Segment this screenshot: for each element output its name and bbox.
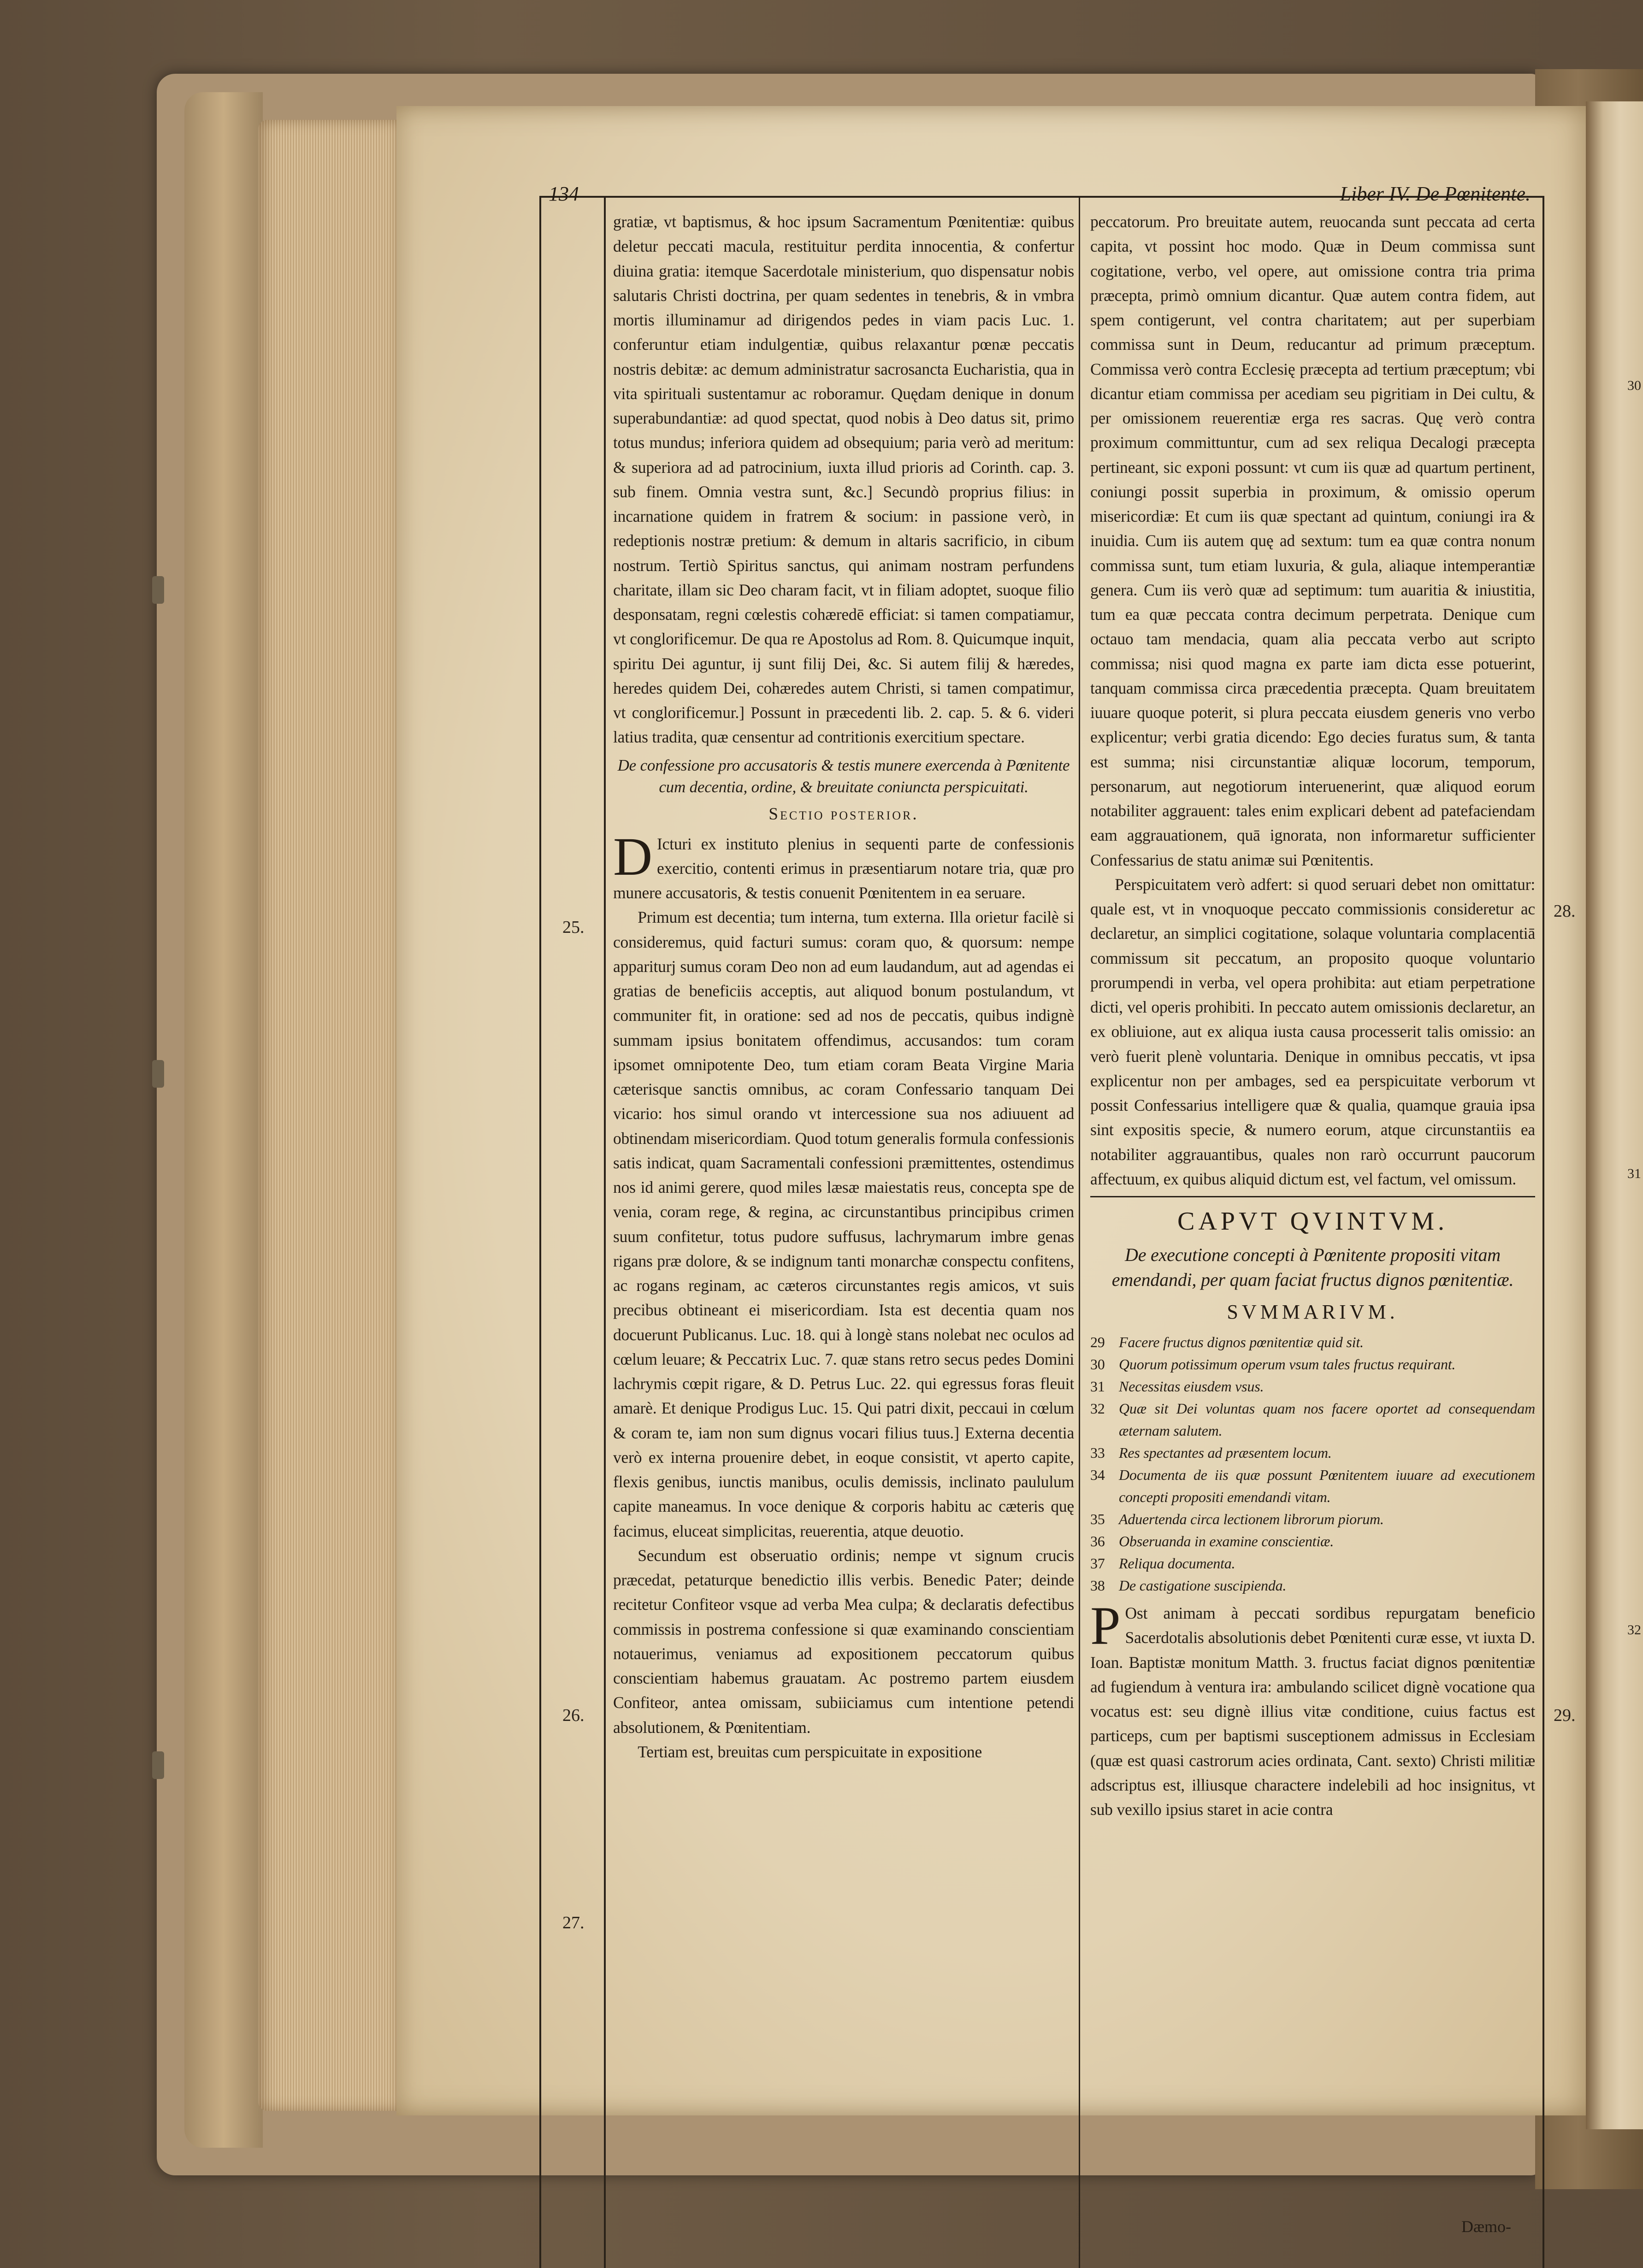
right-column bbox=[1090, 210, 1535, 1822]
paragraph: peccatorum. Pro breuitate autem, reuocanda sunt peccata ad certa capita, vt possint hoc modo. Quæ in Deum commissa sunt cogitatione, verbo, vel opere, aut omissione contra tria prima præcepta, primò omnium dicantur. Quæ autem contra fidem, aut spem contigerunt, vel contra charitatem; aut per superbiam commissa sunt in Deum, reducantur ad primum præceptum. Commissa verò contra Ecclesię præcepta ad tertium præceptum; vbi dicantur etiam commissa per acediam seu pigritiam in Dei cultu, & per omissionem reuerentiæ erga res sacras. Quę verò contra proximum committuntur, cum ad sex reliqua Decalogi præcepta pertineant, sic exponi possunt: vt cum iis quæ ad quartum pertinent, coniungi possit superbia in proximum, & omissio operum misericordiæ: Et cum iis quæ spectant ad quintum, coniungi ira & inuidia. Cum iis autem quę ad sextum: tum ea quæ contra nonum commissa sunt, tum etiam luxuria, & gula, aliaque intemperantiæ genera. Cum iis verò quæ ad septimum: tum auaritia & iniustitia, tum ea quæ peccata contra decimum perpetrata. Denique cum octauo tam mendacia, quam alia peccata verbo aut scripto commissa; nisi quod magna ex parte iam dicta esse potuerint, tanquam commissa circa præcedentia præcepta. Quam breuitatem iuuare quoque poterit, si plura peccata eiusdem generis vno verbo explicentur; verbi gratia dicendo: Ego decies furatus sum, & tanta est summa; nisi circunstantiæ aliquæ locorum, temporum, personarum, aut negotiorum interuenerint, quæ aliquod eorum notabiliter aggrauent: tales enim explicari debent ad patefaciendam eam aggrauationem, quā ignorata, non informaretur sufficienter Confessarius de statu animæ sui Pœnitentis. bbox=[1090, 212, 1535, 869]
summary-item: 32 Quæ sit Dei voluntas quam nos facere oportet ad consequendam æternam salutem. bbox=[1090, 1400, 1535, 1439]
page-number: 134 bbox=[549, 183, 579, 205]
bookmark-tab bbox=[152, 1060, 164, 1088]
summary-list bbox=[1090, 1331, 1535, 1596]
paragraph: Perspicuitatem verò adfert: si quod seruari debet non omittatur: quale est, vt in vnoquoque peccato commissionis consideretur ac declaretur, an simplici cogitatione, solaque voluntaria complacentiā commissum sit peccatum, an proposito quoque voluntario prorumpendi in verba, vel opera prohibita: aut etiam perpetratione dicti, vel operis prohibiti. In peccato autem omissionis declaretur, an ex obliuione, aut ex aliqua iusta causa processerit talis omissio: an verò fuerit plenè voluntaria. Denique in omnibus peccatis, vt ipsa explicentur non per ambages, sed ea perspicuitate verborum vt possit Confessarius intelligere quæ & qualia, quamque grauia ipsa sint expositis specie, & numero eorum, atque circunstantiis ea notabiliter aggrauantibus, quales non rarò occurrunt paucorum affectuum, ex quibus aliquid dictum est, vel factum, vel omissum. bbox=[1090, 875, 1535, 1188]
summary-item: 36 Obseruanda in examine conscientiæ. bbox=[1090, 1533, 1334, 1549]
bookmark-tab bbox=[152, 576, 164, 604]
summary-item: 35 Aduertenda circa lectionem librorum piorum. bbox=[1090, 1511, 1384, 1527]
chapter-subtitle: De executione concepti à Pœnitente propositi vitam emendandi, per quam faciat fructus dignos pœnitentiæ. bbox=[1111, 1244, 1514, 1290]
summarium-title: SVMMARIVM. bbox=[1227, 1301, 1399, 1323]
facing-page-number: 31 bbox=[1627, 1166, 1641, 1181]
paragraph: P Ost animam à peccati sordibus repurgatam beneficio Sacerdotalis absolutionis debet Pœnitenti curæ esse, vt iuxta D. Ioan. Baptistæ monitum Matth. 3. fructus faciat dignos pœnitentiæ ad fugiendum à ventura ira: ambulando scilicet dignè vocatione qua vocatus est: seu dignè illius vitæ conditione, cuius factus est particeps, cum per baptismi susceptionem admissus in Ecclesiam (quæ est quasi castrorum acies ordinata, Cant. sexto) Christi militiæ adscriptus est, illiusque charactere indelebili ad hoc insignitus, vt sub vexillo ipsius staret in acie contra bbox=[1090, 1596, 1535, 1819]
running-head bbox=[549, 182, 1535, 210]
facing-page-gutter bbox=[1586, 101, 1643, 2129]
margin-rule bbox=[604, 196, 606, 2268]
page-block-edge bbox=[258, 120, 396, 2111]
section-subheading: De confessione pro accusatoris & testis munere exercenda à Pœnitente cum decentia, ordine, & breuitate coniuncta perspicuitati. bbox=[617, 756, 1070, 796]
margin-number: 27. bbox=[562, 1913, 585, 1932]
paragraph: Secundum est obseruatio ordinis; nempe vt signum crucis præcedat, petaturque benedictio illis verbis. Benedic Pater; deinde recitetur Confiteor vsque ad verba Mea culpa; & declaratis defectibus commissis in postrema confessione si quæ examinando conscientiam notauerimus, veniamus ad expositionem peccatorum quibus conscientiam habemus grauatam. Ac postremo partem eiusdem Confiteor, antea omissam, subiiciamus cum intentione petendi absolutionem, & Pœnitentiam. bbox=[613, 1546, 1074, 1737]
summary-item: 34 Documenta de iis quæ possunt Pœnitentem iuuare ad executionem concepti propositi emendandi vitam. bbox=[1090, 1467, 1535, 1505]
margin-number: 29. bbox=[1554, 1706, 1576, 1725]
paragraph: D Icturi ex instituto plenius in sequenti parte de confessionis exercitio, contenti erimus in præsentiarum notare tria, quæ pro munere accusatoris, & testis conuenit Pœnitentem in ea seruare. bbox=[613, 826, 1074, 902]
catchword: Dæmo- bbox=[1461, 2217, 1511, 2236]
left-column bbox=[613, 210, 1074, 1764]
summary-item: 38 De castigatione suscipienda. bbox=[1090, 1577, 1287, 1594]
column-rule bbox=[1079, 196, 1080, 2268]
chapter-title: CAPVT QVINTVM. bbox=[1090, 1196, 1535, 1241]
summary-item: 37 Reliqua documenta. bbox=[1090, 1555, 1235, 1572]
paragraph: gratiæ, vt baptismus, & hoc ipsum Sacramentum Pœnitentiæ: quibus deletur peccati macula, restituitur perdita innocentia, & confertur diuina gratia: itemque Sacerdotale ministerium, quo dispensatur nobis salutaris Christi doctrina, per quam sedentes in tenebris, & in vmbra mortis illuminamur ad dirigendos pedes in viam pacis Luc. 1. conferuntur etiam indulgentiæ, quibus relaxantur pœnæ peccatis nostris debitæ: ac demum administratur sacrosancta Eucharistia, qua in vita spirituali sustentamur ac roboramur. Quędam denique in donum superabundantiæ: ad quod spectat, quod nobis à Deo datus sit, primo totus mundus; inferiora quidem ad obsequium; paria verò ad meritum: & superiora ad ad patrocinium, iuxta illud prioris ad Corinth. cap. 3. sub finem. Omnia vestra sunt, &c.] Secundò proprius filius: in incarnatione quidem in fratrem & socium: in passione verò, in redeptionis nostræ pretium: & demum in altaris sacrificio, in cibum nostrum. Tertiò Spiritus sanctus, qui animam nostram perfundens charitate, illam sic Deo charam facit, vt in filiam adoptet, suoque filio desponsatam, regni cœlestis cohæredē efficiat: si tamen compatiamur, vt conglorificemur. De qua re Apostolus ad Rom. 8. Quicumque inquit, spiritu Dei aguntur, ij sunt filij Dei, &c. Si autem filij & hæredes, heredes quidem Dei, cohæredes autem Christi, si tamen compatimur, vt conglorificemur.] Possunt in præcedenti lib. 2. cap. 5. & 6. videri latius tradita, quæ censentur ad contritionis exercitium spectare. bbox=[613, 212, 1074, 747]
facing-page-number: 32 bbox=[1627, 1622, 1641, 1638]
paragraph: Primum est decentia; tum interna, tum externa. Illa orietur facilè si consideremus, quid facturi sumus: coram quo, & quorsum: nempe appariturj sumus coram Deo non ad eum laudandum, aut ad agendas ei gratias de beneficiis acceptis, aut aliquod bonum postulandum, vt communiter fit, in oratione: sed ad nos de peccatis, quibus indignè summam ipsius bonitatem offendimus, accusandos: tum coram ipsomet omnipotente Deo, tum etiam coram Beata Virgine Maria cæterisque sanctis omnibus, ac coram Confessario tanquam Dei vicario: hos simul orando vt intercessione sua nos adiuuent ad obtinendam misericordiam. Quod totum generalis formula confessionis satis indicat, quam Sacramentali confessioni præmittentes, ostendimus nos id animi gerere, quod miles læsæ maiestatis reus, concepta spe de venia, coram rege, & regina, ac circunstantibus principibus crimen suum confitetur, totus pudore suffusus, lachrymarum imbre genas rigans præ dolore, & se indignum tanti monarchæ conspectu confitens, ac rogans reginam, ac cæteros circunstantes regis amicos, vt suis precibus obtineant ei misericordiam. Ista est decentia quam nos docuerunt Publicanus. Luc. 18. qui à longè stans nolebat nec oculos ad cœlum leuare; & Peccatrix Luc. 7. quæ stans retro secus pedes Domini lachrymis cœpit rigare, & D. Petrus Luc. 22. qui egressus foras fleuit amarè. Et denique Prodigus Luc. 15. Qui patri dixit, peccaui in cœlum & coram te, iam non sum dignus vocari filius tuus.] Externa decentia verò ex interna prouenire debet, in eoque consistit, vt aperto capite, flexis genibus, iunctis manibus, oculis demissis, inclinato paululum capite maneamus. In voce denique & corporis habitu ac cæteris quę facimus, eluceat simplicitas, reuerentia, atque deuotio. bbox=[613, 908, 1074, 1540]
margin-number: 25. bbox=[562, 918, 585, 937]
margin-number: 28. bbox=[1554, 901, 1576, 921]
section-title: Sectio posterior. bbox=[768, 805, 919, 824]
margin-number: 26. bbox=[562, 1706, 585, 1725]
bookmark-tab bbox=[152, 1751, 164, 1779]
paragraph: Tertiam est, breuitas cum perspicuitate in expositione bbox=[638, 1742, 982, 1761]
facing-page-number: 30 bbox=[1627, 378, 1641, 393]
summary-item: 33 Res spectantes ad præsentem locum. bbox=[1090, 1444, 1332, 1461]
summary-item: 31 Necessitas eiusdem vsus. bbox=[1090, 1378, 1264, 1395]
summary-item: 29 Facere fructus dignos pœnitentiæ quid sit. bbox=[1090, 1334, 1364, 1350]
drop-cap: P bbox=[1090, 1596, 1121, 1656]
drop-cap: D bbox=[613, 826, 653, 887]
summary-item: 30 Quorum potissimum operum vsum tales fructus requirant. bbox=[1090, 1356, 1456, 1373]
running-title: Liber IV. De Pœnitente. bbox=[1340, 183, 1531, 205]
book-spine-edge bbox=[184, 92, 263, 2148]
